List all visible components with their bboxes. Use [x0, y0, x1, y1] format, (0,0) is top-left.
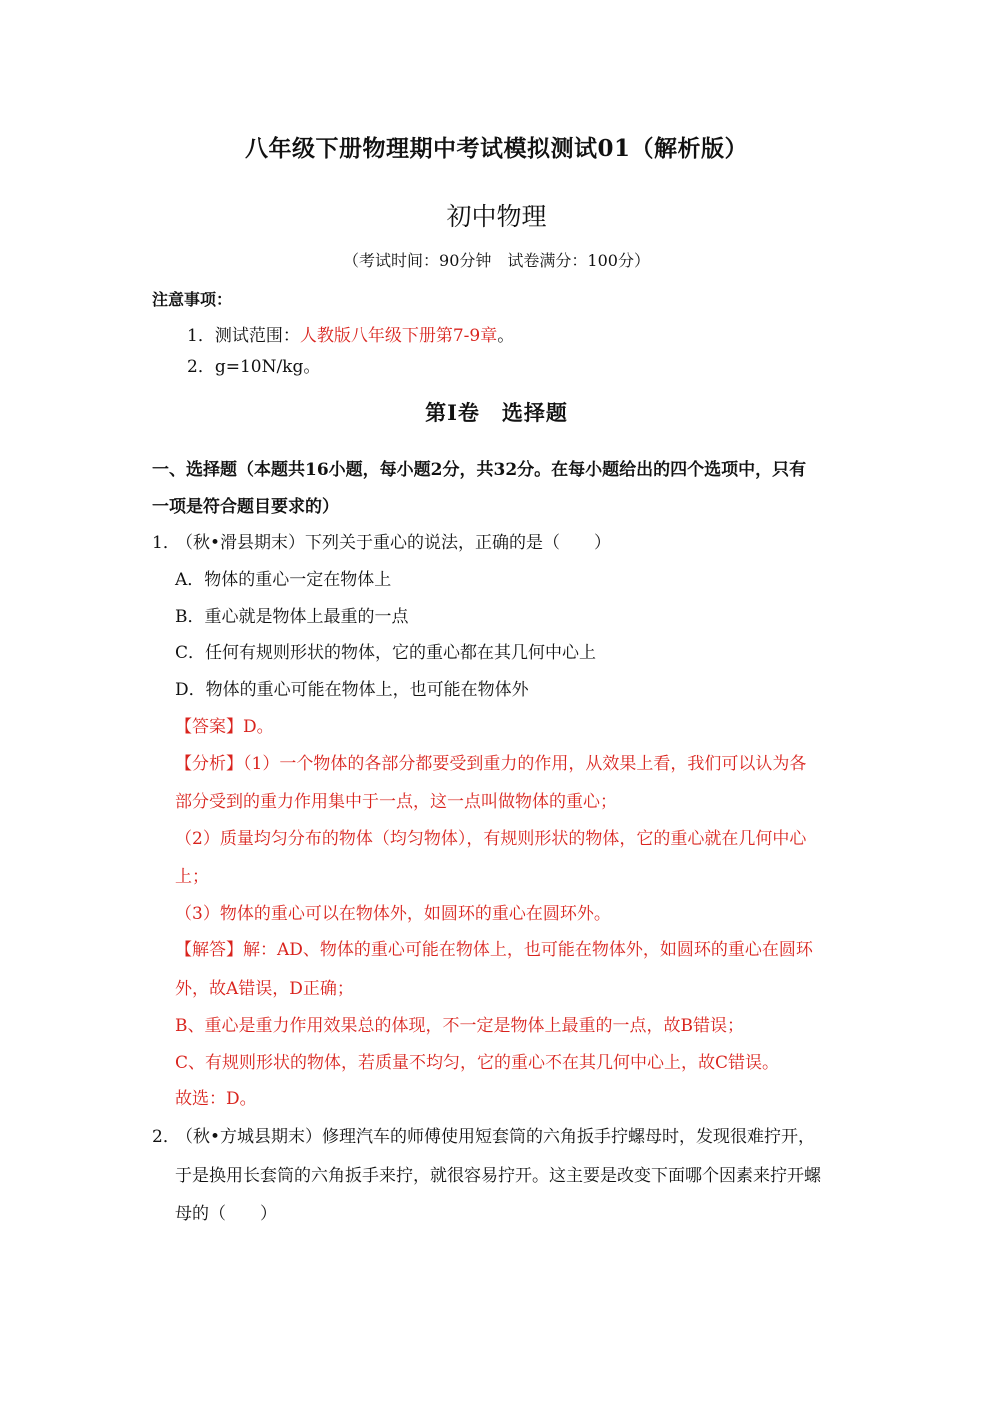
question-1-solution-line: B、重心是重力作用效果总的体现，不一定是物体上最重的一点，故B错误；: [175, 1016, 744, 1036]
question-1-solution-line: 外，故A错误，D正确；: [175, 979, 354, 999]
section-intro-line-2: 一项是符合题目要求的）: [152, 497, 339, 517]
question-1-analysis-line: 【分析】（1）一个物体的各部分都要受到重力的作用，从效果上看，我们可以认为各: [175, 754, 807, 774]
note-item-1-range: 人教版八年级下册第7-9章: [299, 326, 498, 346]
note-item-1: [187, 321, 514, 346]
note-item-1-suffix: 。: [497, 326, 515, 346]
question-1-choice: 故选：D。: [175, 1089, 257, 1109]
question-1-analysis-line: 上；: [175, 867, 209, 887]
question-1-analysis-line: （2）质量均匀分布的物体（均匀物体），有规则形状的物体，它的重心就在几何中心: [175, 829, 807, 849]
question-1-number: 1．: [152, 533, 180, 553]
note-item-1-prefix: 1．测试范围：: [187, 326, 300, 346]
question-1-solution-line: C、有规则形状的物体，若质量不均匀，它的重心不在其几何中心上，故C错误。: [175, 1053, 780, 1073]
question-1-analysis-line: （3）物体的重心可以在物体外，如圆环的重心在圆环外。: [175, 904, 611, 924]
question-1-option-a: A．物体的重心一定在物体上: [175, 570, 392, 590]
document-title: 八年级下册物理期中考试模拟测试01（解析版）: [244, 135, 748, 162]
question-1-solution-line: 【解答】解：AD、物体的重心可能在物体上，也可能在物体外，如圆环的重心在圆环: [175, 940, 813, 960]
question-2-text-line-1: （秋•方城县期末）修理汽车的师傅使用短套筒的六角扳手拧螺母时，发现很难拧开，: [176, 1127, 816, 1147]
question-1-option-d: D．物体的重心可能在物体上，也可能在物体外: [175, 680, 529, 700]
question-2-text-line-3: 母的（ ）: [175, 1204, 277, 1224]
subject-heading: 初中物理: [446, 202, 547, 231]
question-1-answer: 【答案】D。: [175, 717, 274, 737]
exam-meta: （考试时间：90分钟 试卷满分：100分）: [343, 251, 650, 270]
section-title: 第Ⅰ卷 选择题: [425, 400, 568, 425]
notes-heading: 注意事项：: [152, 290, 233, 309]
question-2-number: 2．: [152, 1127, 180, 1147]
question-1-analysis-line: 部分受到的重力作用集中于一点，这一点叫做物体的重心；: [175, 792, 617, 812]
question-2-text-line-2: 于是换用长套筒的六角扳手来拧，就很容易拧开。这主要是改变下面哪个因素来拧开螺: [175, 1166, 821, 1186]
question-1-option-c: C．任何有规则形状的物体，它的重心都在其几何中心上: [175, 643, 597, 663]
question-1-stem: [152, 528, 611, 553]
question-1-option-b: B．重心就是物体上最重的一点: [175, 607, 409, 627]
question-2-stem: [152, 1122, 815, 1147]
question-1-text: （秋•滑县期末）下列关于重心的说法，正确的是（ ）: [176, 533, 612, 553]
section-intro-line-1: 一、选择题（本题共16小题，每小题2分，共32分。在每小题给出的四个选项中，只有: [152, 460, 807, 480]
note-item-2: 2．g=10N/kg。: [187, 357, 321, 377]
